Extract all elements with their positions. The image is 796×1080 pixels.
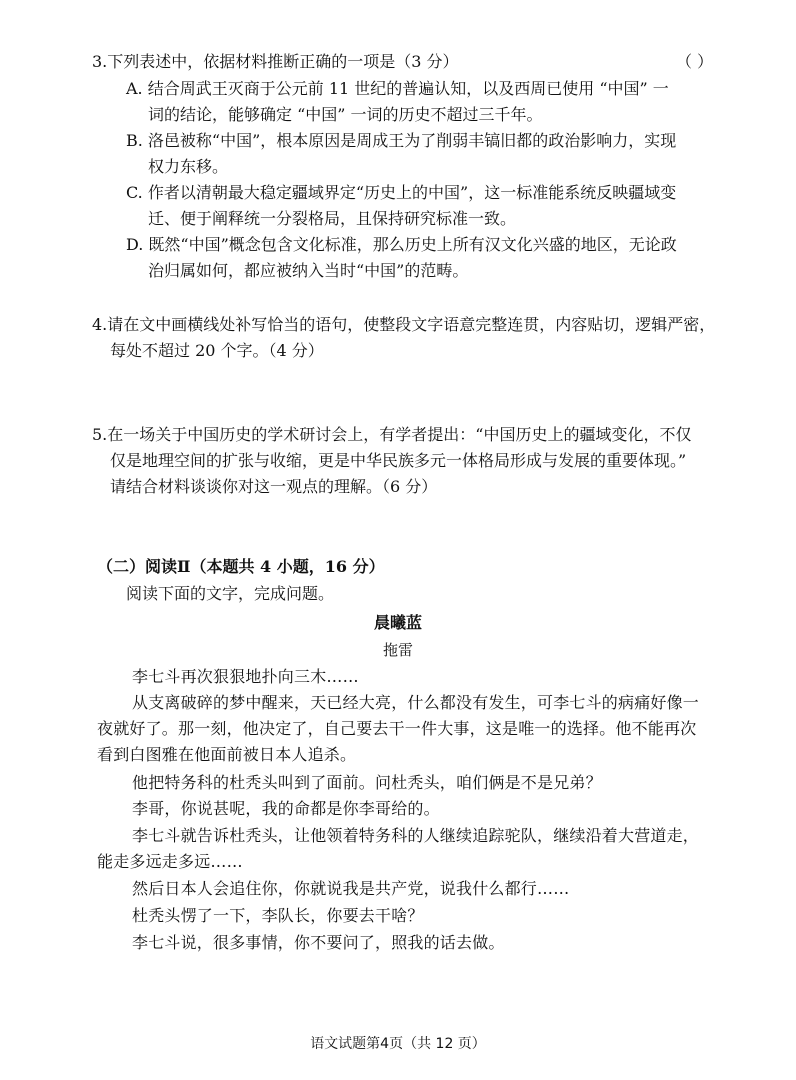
story-line-5: 他把特务科的杜秃头叫到了面前。问杜秃头，咱们俩是不是兄弟？ xyxy=(132,773,602,792)
story-line-11: 李七斗说，很多事情，你不要问了，照我的话去做。 xyxy=(132,933,505,952)
story-line-1: 李七斗再次狠狠地扑向三木…… xyxy=(132,667,359,686)
question-5-line-2: 仅是地理空间的扩张与收缩，更是中华民族多元一体格局形成与发展的重要体现。” xyxy=(110,451,687,470)
question-5-line-3: 请结合材料谈谈你对这一观点的理解。（6 分） xyxy=(110,477,438,496)
option-d-line-1: D. 既然“中国”概念包含文化标准，那么历史上所有汉文化兴盛的地区，无论政 xyxy=(126,235,677,254)
answer-parentheses: （ ） xyxy=(676,52,714,71)
page-footer: 语文试题第4页（共 12 页） xyxy=(310,1036,486,1052)
story-line-8: 能走多远走多远…… xyxy=(97,852,243,871)
option-c-line-1: C. 作者以清朝最大稳定疆域界定“历史上的中国”，这一标准能系统反映疆域变 xyxy=(126,183,677,202)
story-author: 拖雷 xyxy=(382,641,413,659)
question-5-line-1: 5.在一场关于中国历史的学术研讨会上，有学者提出：“中国历史上的疆域变化，不仅 xyxy=(92,425,692,444)
question-4-line-2: 每处不超过 20 个字。（4 分） xyxy=(110,341,324,360)
option-c-line-2: 迁、便于阐释统一分裂格局，且保持研究标准一致。 xyxy=(148,209,517,228)
option-b-line-2: 权力东移。 xyxy=(148,157,229,176)
option-a-line-2: 词的结论，能够确定 “中国” 一词的历史不超过三千年。 xyxy=(148,105,543,124)
story-line-2: 从支离破碎的梦中醒来，天已经大亮，什么都没有发生，可李七斗的病痛好像一 xyxy=(132,693,700,712)
story-line-7: 李七斗就告诉杜秃头，让他领着特务科的人继续追踪驼队，继续沿着大营道走， xyxy=(132,826,700,845)
question-3-stem: 3.下列表述中，依据材料推断正确的一项是（3 分） xyxy=(92,52,459,71)
option-d-line-2: 治归属如何，都应被纳入当时“中国”的范畴。 xyxy=(148,261,469,280)
story-line-10: 杜秃头愣了一下，李队长，你要去干啥？ xyxy=(132,906,424,925)
story-line-9: 然后日本人会追住你，你就说我是共产党，说我什么都行…… xyxy=(132,879,570,898)
story-line-4: 看到白图雅在他面前被日本人追杀。 xyxy=(97,745,357,764)
story-title: 晨曦蓝 xyxy=(373,613,422,632)
story-line-3: 夜就好了。那一刻，他决定了，自己要去干一件大事，这是唯一的选择。他不能再次 xyxy=(97,719,697,738)
section-2-heading: （二）阅读Ⅱ（本题共 4 小题，16 分） xyxy=(97,557,385,576)
story-line-6: 李哥，你说甚呢，我的命都是你李哥给的。 xyxy=(132,799,440,818)
section-2-instruction: 阅读下面的文字，完成问题。 xyxy=(126,584,335,603)
option-a-line-1: A. 结合周武王灭商于公元前 11 世纪的普遍认知，以及西周已使用 “中国” 一 xyxy=(126,79,669,98)
option-b-line-1: B. 洛邑被称“中国”，根本原因是周成王为了削弱丰镐旧都的政治影响力，实现 xyxy=(126,131,677,150)
question-4-line-1: 4.请在文中画横线处补写恰当的语句，使整段文字语意完整连贯，内容贴切，逻辑严密， xyxy=(92,315,716,334)
